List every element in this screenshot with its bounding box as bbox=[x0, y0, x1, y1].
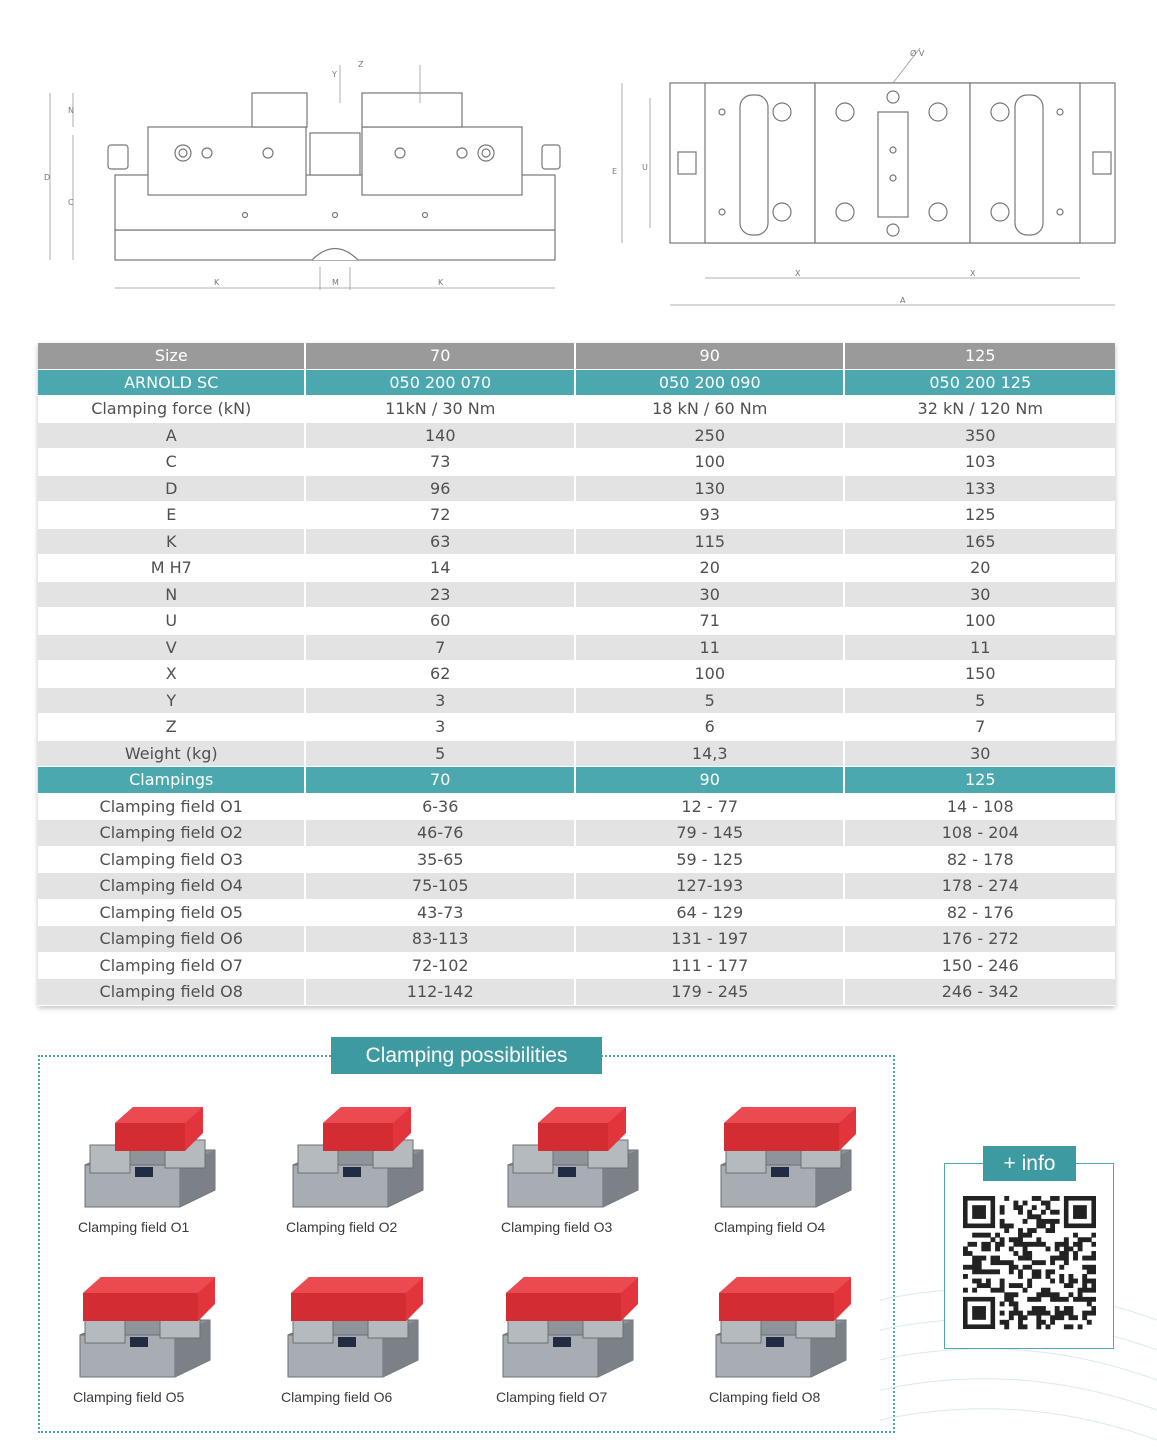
table-cell: 050 200 125 bbox=[845, 370, 1115, 397]
info-title: + info bbox=[983, 1146, 1076, 1181]
row-label: U bbox=[38, 608, 306, 635]
row-label: Clamping field O3 bbox=[38, 847, 306, 874]
row-label: Clamping field O8 bbox=[38, 979, 306, 1006]
table-cell: 246 - 342 bbox=[845, 979, 1115, 1006]
table-cell: 6 bbox=[576, 714, 846, 741]
table-cell: 178 - 274 bbox=[845, 873, 1115, 900]
clampings-header-row bbox=[38, 767, 1115, 794]
row-label: E bbox=[38, 502, 306, 529]
table-cell: 35-65 bbox=[306, 847, 576, 874]
table-cell: 12 - 77 bbox=[576, 794, 846, 821]
table-row bbox=[38, 926, 1115, 953]
table-cell: 72 bbox=[306, 502, 576, 529]
table-row bbox=[38, 635, 1115, 662]
row-label: Clamping force (kN) bbox=[38, 396, 306, 423]
table-cell: 127-193 bbox=[576, 873, 846, 900]
table-row bbox=[38, 714, 1115, 741]
table-cell: 83-113 bbox=[306, 926, 576, 953]
table-cell: 14 - 108 bbox=[845, 794, 1115, 821]
row-label: N bbox=[38, 582, 306, 609]
row-label: Clamping field O2 bbox=[38, 820, 306, 847]
table-cell: 60 bbox=[306, 608, 576, 635]
table-cell: 96 bbox=[306, 476, 576, 503]
table-row bbox=[38, 900, 1115, 927]
dim-label-e: E bbox=[612, 167, 618, 176]
clamping-field-image bbox=[80, 1095, 220, 1215]
clamping-field-image bbox=[288, 1095, 428, 1215]
table-cell: 3 bbox=[306, 688, 576, 715]
table-cell: 250 bbox=[576, 423, 846, 450]
clamping-field-label: Clamping field O3 bbox=[501, 1219, 613, 1235]
table-row bbox=[38, 661, 1115, 688]
row-label: D bbox=[38, 476, 306, 503]
table-cell: 71 bbox=[576, 608, 846, 635]
table-row bbox=[38, 582, 1115, 609]
table-cell: 100 bbox=[576, 661, 846, 688]
table-cell: 7 bbox=[306, 635, 576, 662]
row-label: Clampings bbox=[38, 767, 306, 794]
clamping-possibilities-title: Clamping possibilities bbox=[331, 1037, 602, 1074]
table-cell: 62 bbox=[306, 661, 576, 688]
table-cell: 20 bbox=[845, 555, 1115, 582]
clamping-field-label: Clamping field O6 bbox=[281, 1389, 393, 1405]
table-cell: 7 bbox=[845, 714, 1115, 741]
dim-label-a: A bbox=[900, 296, 906, 305]
clamping-field-image bbox=[498, 1265, 638, 1385]
table-cell: 14,3 bbox=[576, 741, 846, 768]
top-view-drawing bbox=[600, 40, 1140, 315]
dim-label-k-right: K bbox=[438, 278, 444, 287]
table-cell: 64 - 129 bbox=[576, 900, 846, 927]
table-cell: 90 bbox=[576, 767, 846, 794]
table-cell: 59 - 125 bbox=[576, 847, 846, 874]
table-cell: 131 - 197 bbox=[576, 926, 846, 953]
table-cell: 050 200 090 bbox=[576, 370, 846, 397]
dim-label-m: M bbox=[332, 278, 339, 287]
dim-label-u: U bbox=[642, 163, 648, 172]
table-cell: 5 bbox=[306, 741, 576, 768]
row-label: Clamping field O7 bbox=[38, 953, 306, 980]
table-cell: 82 - 176 bbox=[845, 900, 1115, 927]
dim-label-z: Z bbox=[358, 60, 364, 69]
table-cell: 90 bbox=[576, 343, 846, 370]
table-cell: 5 bbox=[576, 688, 846, 715]
clamping-field-label: Clamping field O7 bbox=[496, 1389, 608, 1405]
table-cell: 73 bbox=[306, 449, 576, 476]
table-cell: 130 bbox=[576, 476, 846, 503]
table-row bbox=[38, 476, 1115, 503]
table-row bbox=[38, 502, 1115, 529]
table-row bbox=[38, 979, 1115, 1006]
row-label: A bbox=[38, 423, 306, 450]
table-cell: 46-76 bbox=[306, 820, 576, 847]
model-header-row bbox=[38, 370, 1115, 397]
dim-label-x-right: X bbox=[970, 269, 976, 278]
size-header-row bbox=[38, 343, 1115, 370]
table-cell: 3 bbox=[306, 714, 576, 741]
table-cell: 23 bbox=[306, 582, 576, 609]
clamping-field-label: Clamping field O2 bbox=[286, 1219, 398, 1235]
row-label: K bbox=[38, 529, 306, 556]
table-cell: 63 bbox=[306, 529, 576, 556]
dim-label-c: C bbox=[68, 198, 74, 207]
table-cell: 11kN / 30 Nm bbox=[306, 396, 576, 423]
table-cell: 32 kN / 120 Nm bbox=[845, 396, 1115, 423]
table-cell: 111 - 177 bbox=[576, 953, 846, 980]
table-cell: 82 - 178 bbox=[845, 847, 1115, 874]
row-label: Y bbox=[38, 688, 306, 715]
row-label: M H7 bbox=[38, 555, 306, 582]
row-label: Clamping field O4 bbox=[38, 873, 306, 900]
table-cell: 133 bbox=[845, 476, 1115, 503]
table-cell: 350 bbox=[845, 423, 1115, 450]
table-cell: 050 200 070 bbox=[306, 370, 576, 397]
table-cell: 93 bbox=[576, 502, 846, 529]
table-cell: 165 bbox=[845, 529, 1115, 556]
row-label: Clamping field O5 bbox=[38, 900, 306, 927]
table-cell: 18 kN / 60 Nm bbox=[576, 396, 846, 423]
table-cell: 125 bbox=[845, 343, 1115, 370]
table-cell: 20 bbox=[576, 555, 846, 582]
table-cell: 100 bbox=[576, 449, 846, 476]
table-cell: 14 bbox=[306, 555, 576, 582]
table-row bbox=[38, 794, 1115, 821]
table-cell: 79 - 145 bbox=[576, 820, 846, 847]
table-row bbox=[38, 555, 1115, 582]
table-cell: 103 bbox=[845, 449, 1115, 476]
table-cell: 70 bbox=[306, 767, 576, 794]
table-cell: 30 bbox=[845, 582, 1115, 609]
row-label: V bbox=[38, 635, 306, 662]
table-cell: 150 - 246 bbox=[845, 953, 1115, 980]
table-row bbox=[38, 688, 1115, 715]
table-cell: 5 bbox=[845, 688, 1115, 715]
row-label: ARNOLD SC bbox=[38, 370, 306, 397]
row-label: Z bbox=[38, 714, 306, 741]
table-cell: 125 bbox=[845, 502, 1115, 529]
qr-code[interactable] bbox=[963, 1196, 1096, 1332]
dim-label-n: N bbox=[68, 106, 74, 115]
clamping-field-image bbox=[283, 1265, 423, 1385]
dim-label-d: D bbox=[44, 173, 51, 182]
table-row bbox=[38, 423, 1115, 450]
table-row bbox=[38, 847, 1115, 874]
clamping-field-image bbox=[503, 1095, 643, 1215]
table-row bbox=[38, 741, 1115, 768]
dim-label-x-left: X bbox=[795, 269, 801, 278]
spec-table bbox=[38, 343, 1115, 1006]
table-cell: 72-102 bbox=[306, 953, 576, 980]
table-cell: 115 bbox=[576, 529, 846, 556]
clamping-field-image bbox=[716, 1095, 856, 1215]
table-cell: 100 bbox=[845, 608, 1115, 635]
table-cell: 30 bbox=[576, 582, 846, 609]
table-row bbox=[38, 608, 1115, 635]
clamping-field-label: Clamping field O8 bbox=[709, 1389, 821, 1405]
table-cell: 11 bbox=[576, 635, 846, 662]
table-row bbox=[38, 529, 1115, 556]
table-row bbox=[38, 873, 1115, 900]
clamping-field-label: Clamping field O1 bbox=[78, 1219, 190, 1235]
table-cell: 70 bbox=[306, 343, 576, 370]
table-cell: 6-36 bbox=[306, 794, 576, 821]
row-label: Clamping field O1 bbox=[38, 794, 306, 821]
clamping-field-image bbox=[75, 1265, 215, 1385]
table-cell: 125 bbox=[845, 767, 1115, 794]
side-view-drawing bbox=[40, 45, 580, 305]
dim-label-y: Y bbox=[332, 70, 337, 79]
row-label: C bbox=[38, 449, 306, 476]
table-row bbox=[38, 396, 1115, 423]
table-cell: 108 - 204 bbox=[845, 820, 1115, 847]
dim-label-k-left: K bbox=[214, 278, 220, 287]
table-row bbox=[38, 820, 1115, 847]
dim-label-v: Ø V bbox=[910, 49, 925, 58]
clamping-field-label: Clamping field O4 bbox=[714, 1219, 826, 1235]
row-label: Clamping field O6 bbox=[38, 926, 306, 953]
table-cell: 112-142 bbox=[306, 979, 576, 1006]
table-cell: 176 - 272 bbox=[845, 926, 1115, 953]
table-cell: 150 bbox=[845, 661, 1115, 688]
table-cell: 43-73 bbox=[306, 900, 576, 927]
table-cell: 30 bbox=[845, 741, 1115, 768]
table-cell: 140 bbox=[306, 423, 576, 450]
table-cell: 75-105 bbox=[306, 873, 576, 900]
row-label: Size bbox=[38, 343, 306, 370]
row-label: Weight (kg) bbox=[38, 741, 306, 768]
table-cell: 179 - 245 bbox=[576, 979, 846, 1006]
table-cell: 11 bbox=[845, 635, 1115, 662]
row-label: X bbox=[38, 661, 306, 688]
table-row bbox=[38, 449, 1115, 476]
clamping-field-label: Clamping field O5 bbox=[73, 1389, 185, 1405]
table-row bbox=[38, 953, 1115, 980]
clamping-field-image bbox=[711, 1265, 851, 1385]
